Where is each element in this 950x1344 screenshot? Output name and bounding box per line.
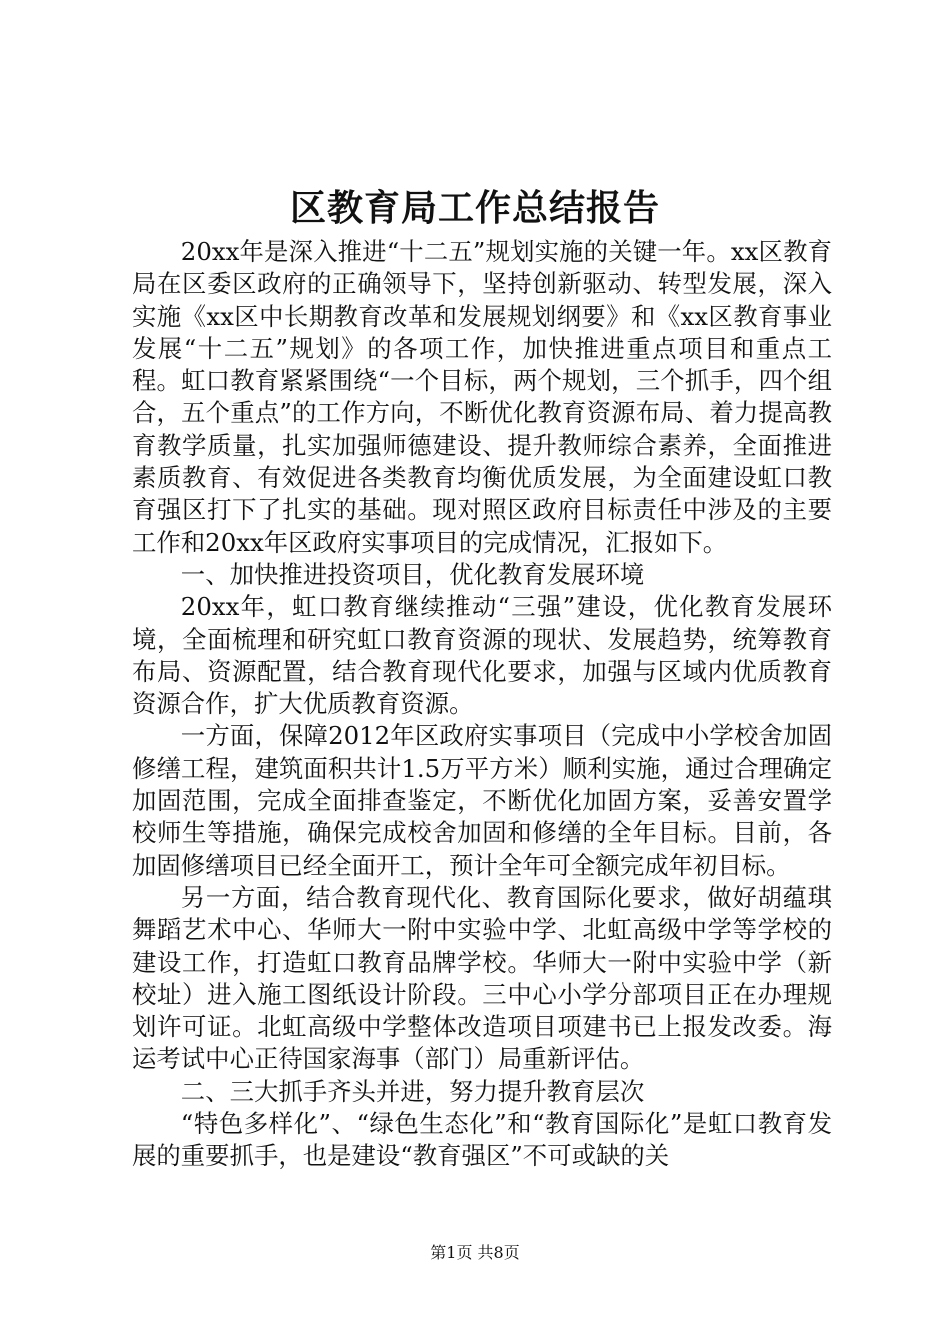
document-body — [132, 236, 832, 1173]
document-title: 区教育局工作总结报告 — [289, 187, 660, 229]
section-heading-2: 二、三大抓手齐头并进，努力提升教育层次 — [180, 1076, 645, 1106]
paragraph-section1-overview: 20xx年，虹口教育继续推动“三强”建设，优化教育发展环境，全面梳理和研究虹口教育资源的现状、发展趋势，统筹教育布局、资源配置，结合教育现代化要求，加强与区域内优质教育资源合作，扩大优质教育资源。 — [132, 592, 832, 719]
page-number-footer: 第1页 共8页 — [430, 1243, 520, 1262]
paragraph-section1-second: 另一方面，结合教育现代化、教育国际化要求，做好胡蕴琪舞蹈艺术中心、华师大一附中实验中学、北虹高级中学等学校的建设工作，打造虹口教育品牌学校。华师大一附中实验中学（新校址）进入施工图纸设计阶段。三中心小学分部项目正在办理规划许可证。北虹高级中学整体改造项目项建书已上报发改委。海运考试中心正待国家海事（部门）局重新评估。 — [132, 882, 832, 1074]
paragraph-intro: 20xx年是深入推进“十二五”规划实施的关键一年。xx区教育局在区委区政府的正确领导下，坚持创新驱动、转型发展，深入实施《xx区中长期教育改革和发展规划纲要》和《xx区教育事业发展“十二五”规划》的各项工作，加快推进重点项目和重点工程。虹口教育紧紧围绕“一个目标，两个规划，三个抓手，四个组合，五个重点”的工作方向，不断优化教育资源布局、着力提高教育教学质量，扎实加强师德建设、提升教师综合素养，全面推进素质教育、有效促进各类教育均衡优质发展，为全面建设虹口教育强区打下了扎实的基础。现对照区政府目标责任中涉及的主要工作和20xx年区政府实事项目的完成情况，汇报如下。 — [132, 237, 832, 557]
section-heading-1: 一、加快推进投资项目，优化教育发展环境 — [180, 559, 645, 589]
paragraph-section2-intro: “特色多样化”、“绿色生态化”和“教育国际化”是虹口教育发展的重要抓手，也是建设“教育强区”不可或缺的关 — [132, 1109, 832, 1171]
paragraph-section1-first: 一方面，保障2012年区政府实事项目（完成中小学校舍加固修缮工程，建筑面积共计1.5万平方米）顺利实施，通过合理确定加固范围，完成全面排查鉴定，不断优化加固方案，妥善安置学校师生等措施，确保完成校舍加固和修缮的全年目标。目前，各加固修缮项目已经全面开工，预计全年可全额完成年初目标。 — [132, 721, 832, 880]
